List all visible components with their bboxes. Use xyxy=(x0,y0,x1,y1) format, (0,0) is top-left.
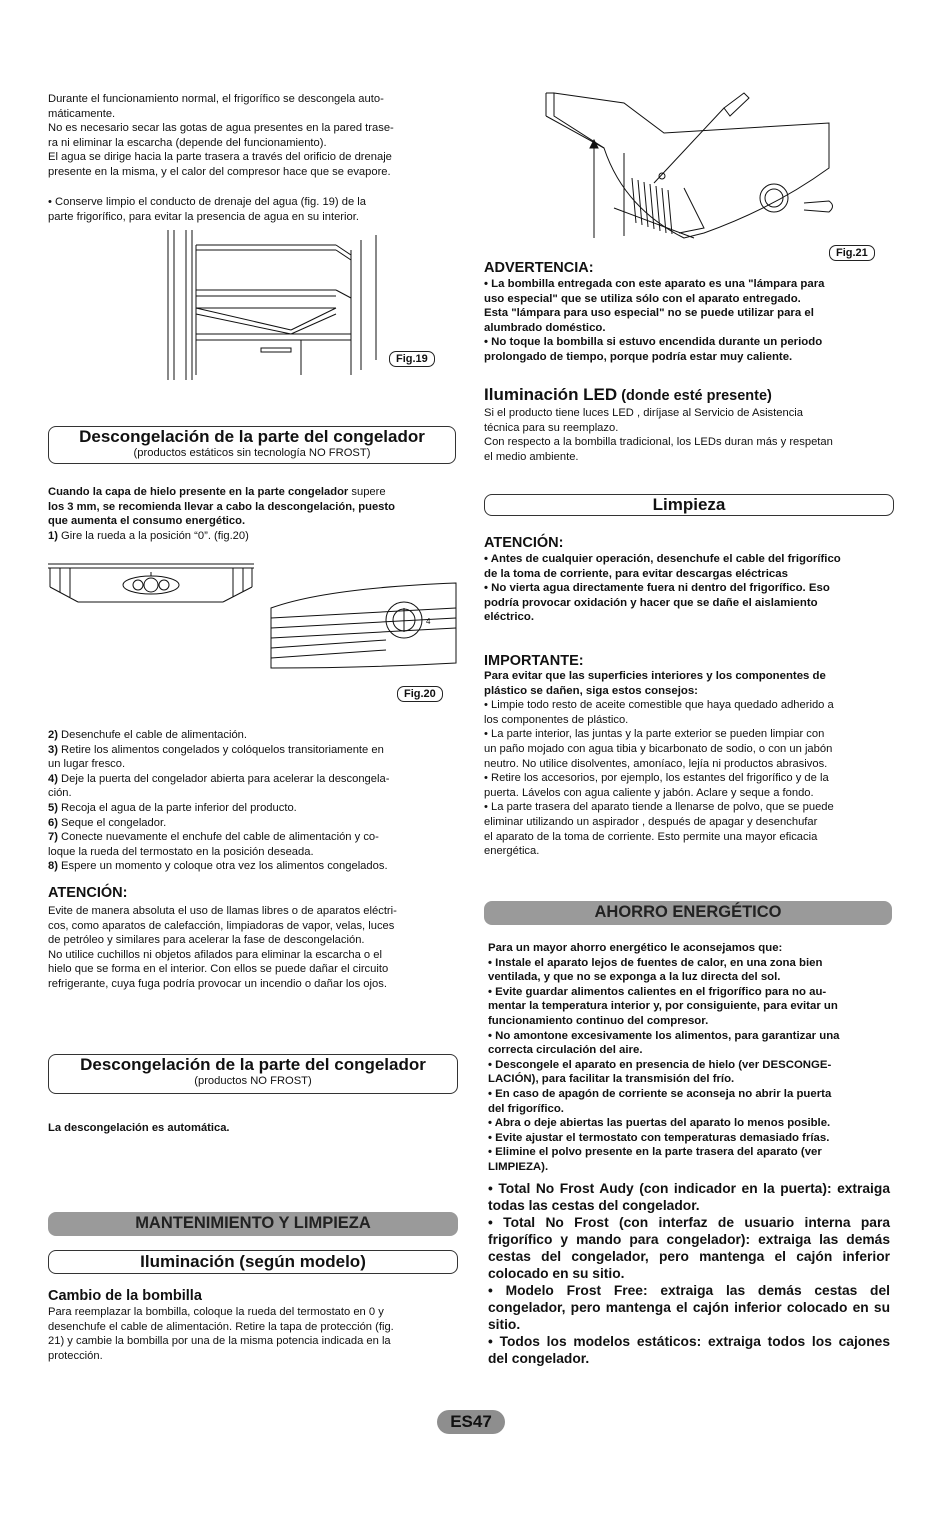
step-line: 5) Recoja el agua de la parte inferior del producto. xyxy=(48,801,297,814)
bulb-change-text: Para reemplazar la bombilla, coloque la rueda del termostato en 0 y desenchufe el cable de alimentación. Retire la tapa de protección (fig. 21) y cambie la bombilla por una de la misma potencia indicada en la protección. xyxy=(48,1306,394,1362)
svg-text:4: 4 xyxy=(426,617,431,626)
page-number: ES47 xyxy=(437,1410,505,1434)
basket-item: • Todos los modelos estáticos: extraiga todos los cajones del congelador. xyxy=(488,1334,890,1366)
led-text: Si el producto tiene luces LED , diríjase al Servicio de Asistencia técnica para su reemplazo. Con respecto a la bombilla tradicional, los LEDs duran más y respetan el medio ambiente. xyxy=(484,407,833,463)
step-line: 6) Seque el congelador. xyxy=(48,816,167,829)
fig20-thermostat-detail xyxy=(266,578,462,673)
ahorro-band: AHORRO ENERGÉTICO xyxy=(484,901,892,925)
left-atencion-text: Evite de manera absoluta el uso de llamas libres o de aparatos eléctri- cos, como aparatos de calefacción, limpiadoras de vapor, velas, luces de petróleo y similares para acelerar la fase de descongelación. No utilice cuchillos ni objetos afilados para eliminar la escarcha o el hielo que se forma en el interior. Con ellos se puede dañar el circuito refrigerante, cuya fuga podría provocar un incendio o dañar los ojos. xyxy=(48,905,397,990)
right-atencion-text: • Antes de cualquier operación, desenchufe el cable del frigorífico de la toma de corriente, para evitar descargas eléctricas • No vierta agua directamente fuera ni dentro del frigorífico. Eso podría provocar oxidación y hacer que se dañe el aislamiento eléctrico. xyxy=(484,553,841,624)
step-line: ción. xyxy=(48,787,72,800)
defrost-nofrost-title: Descongelación de la parte del congelador xyxy=(80,1055,426,1074)
advertencia-text: • La bombilla entregada con este aparato es una "lámpara para uso especial" que se utiliza sólo con el aparato entregado. Esta "lámpara para uso especial" no se puede utilizar para el alumbrado doméstico. • No toque la bombilla si estuvo encendida durante un periodo prolongado de tiempo, porque podría estar muy caliente. xyxy=(484,278,825,363)
defrost-nofrost-subtitle: (productos NO FROST) xyxy=(194,1075,312,1087)
limpieza-title: Limpieza xyxy=(652,495,726,514)
step-line: 7) Conecte nuevamente el enchufe del cable de alimentación y co- xyxy=(48,831,379,844)
importante-text: Para evitar que las superficies interiores y los componentes de plástico se dañen, siga estos consejos: • Limpie todo resto de aceite comestible que haya quedado adherido a los componentes de plástico. • La parte interior, las juntas y la parte exterior se pueden limpiar con un paño mojado con agua tibia y bicarbonato de sodio, o con un jabón neutro. No utilice disolventes, amoníaco, lejía ni productos abrasivos. • Retire los accesorios, por ejemplo, los estantes del frigorífico y de la puerta. Lávelos con agua caliente y jabón. Aclare y seque a fondo. • La parte trasera del aparato tiende a llenarse de polvo, que se puede eliminar utilizando un aspirador , después de apagar y desenchufar el aparato de la toma de corriente. Esto permite una mayor eficacia energética. xyxy=(484,670,834,858)
basket-item: • Total No Frost (con interfaz de usuario interna para frigorífico y mando para congelador): extraiga las demás cestas del congelador, pero mantenga el cajón inferior colocado en su sitio. xyxy=(488,1215,890,1281)
defrost-steps xyxy=(48,728,389,874)
led-title: Iluminación LED (donde esté presente) xyxy=(484,385,772,404)
defrost-nofrost-header xyxy=(48,1054,458,1094)
auto-defrost-text: La descongelación es automática. xyxy=(48,1122,230,1134)
fig21-illustration xyxy=(544,88,844,246)
step-line: 8) Espere un momento y coloque otra vez los alimentos congelados. xyxy=(48,860,388,873)
step-line: 3) Retire los alimentos congelados y colóquelos transitoriamente en xyxy=(48,743,384,756)
lighting-header xyxy=(48,1250,458,1274)
fig20-thermostat-strip xyxy=(48,562,254,608)
bulb-change-title: Cambio de la bombilla xyxy=(48,1288,202,1304)
fig19-label: Fig.19 xyxy=(389,351,435,367)
defrost-static-subtitle: (productos estáticos sin tecnología NO FROST) xyxy=(133,447,371,459)
step-line: 2) Desenchufe el cable de alimentación. xyxy=(48,729,248,741)
drain-paragraph: • Conserve limpio el conducto de drenaje del agua (fig. 19) de la parte frigorífico, para evitar la presencia de agua en su interior. xyxy=(48,196,366,223)
basket-item: • Total No Frost Audy (con indicador en la puerta): extraiga todas las cestas del congelador. xyxy=(488,1181,890,1213)
step-line: 4) Deje la puerta del congelador abierta para acelerar la descongela- xyxy=(48,772,390,785)
defrost-static-header xyxy=(48,426,456,464)
limpieza-header xyxy=(484,494,894,516)
importante-title: IMPORTANTE: xyxy=(484,653,584,669)
fig19-illustration xyxy=(166,230,381,382)
basket-instructions xyxy=(488,1180,890,1367)
advertencia-title: ADVERTENCIA: xyxy=(484,260,594,276)
fig21-label: Fig.21 xyxy=(829,245,875,261)
step-line: un lugar fresco. xyxy=(48,758,126,771)
lighting-title: Iluminación (según modelo) xyxy=(140,1252,366,1271)
basket-item: • Modelo Frost Free: extraiga las demás cestas del congelador, pero mantenga el cajón inferior colocado en su sitio. xyxy=(488,1283,890,1332)
intro-paragraph: Durante el funcionamiento normal, el frigorífico se descongela auto- máticamente. No es necesario secar las gotas de agua presentes en la pared trase- ra ni eliminar la escarcha (depende del funcionamiento). El agua se dirige hacia la parte trasera a través del orificio de drenaje presente en la misma, y el calor del compresor hace que se evapore. xyxy=(48,93,394,178)
ahorro-text: Para un mayor ahorro energético le aconsejamos que: • Instale el aparato lejos de fuentes de calor, en una zona bien ventilada, y que no se exponga a la luz directa del sol. • Evite guardar alimentos calientes en el frigorífico para no au- mentar la temperatura interior y, por consiguiente, para evitar un funcionamiento continuo del compresor. • No amontone excesivamente los alimentos, para garantizar una correcta circulación del aire. • Descongele el aparato en presencia de hielo (ver DESCONGE- LACIÓN), para facilitar la transmisión del frío. • En caso de apagón de corriente se aconseja no abrir la puerta del frigorífico. • Abra o deje abiertas las puertas del aparato lo menos posible. • Evite ajustar el termostato con temperaturas demasiado frías. • Elimine el polvo presente en la parte trasera del aparato (ver LIMPIEZA). xyxy=(488,942,840,1173)
step-line: loque la rueda del termostato en la posición deseada. xyxy=(48,845,314,858)
left-atencion-title: ATENCIÓN: xyxy=(48,885,128,901)
fig20-label: Fig.20 xyxy=(397,686,443,702)
maintenance-band: MANTENIMIENTO Y LIMPIEZA xyxy=(48,1212,458,1236)
right-atencion-title: ATENCIÓN: xyxy=(484,535,564,551)
defrost-static-title: Descongelación de la parte del congelador xyxy=(79,427,425,446)
defrost-intro: Cuando la capa de hielo presente en la parte congelador supere los 3 mm, se recomienda llevar a cabo la descongelación, puesto que aumenta el consumo energético. 1) Gire la rueda a la posición “0”. (fig.20) xyxy=(48,486,395,542)
